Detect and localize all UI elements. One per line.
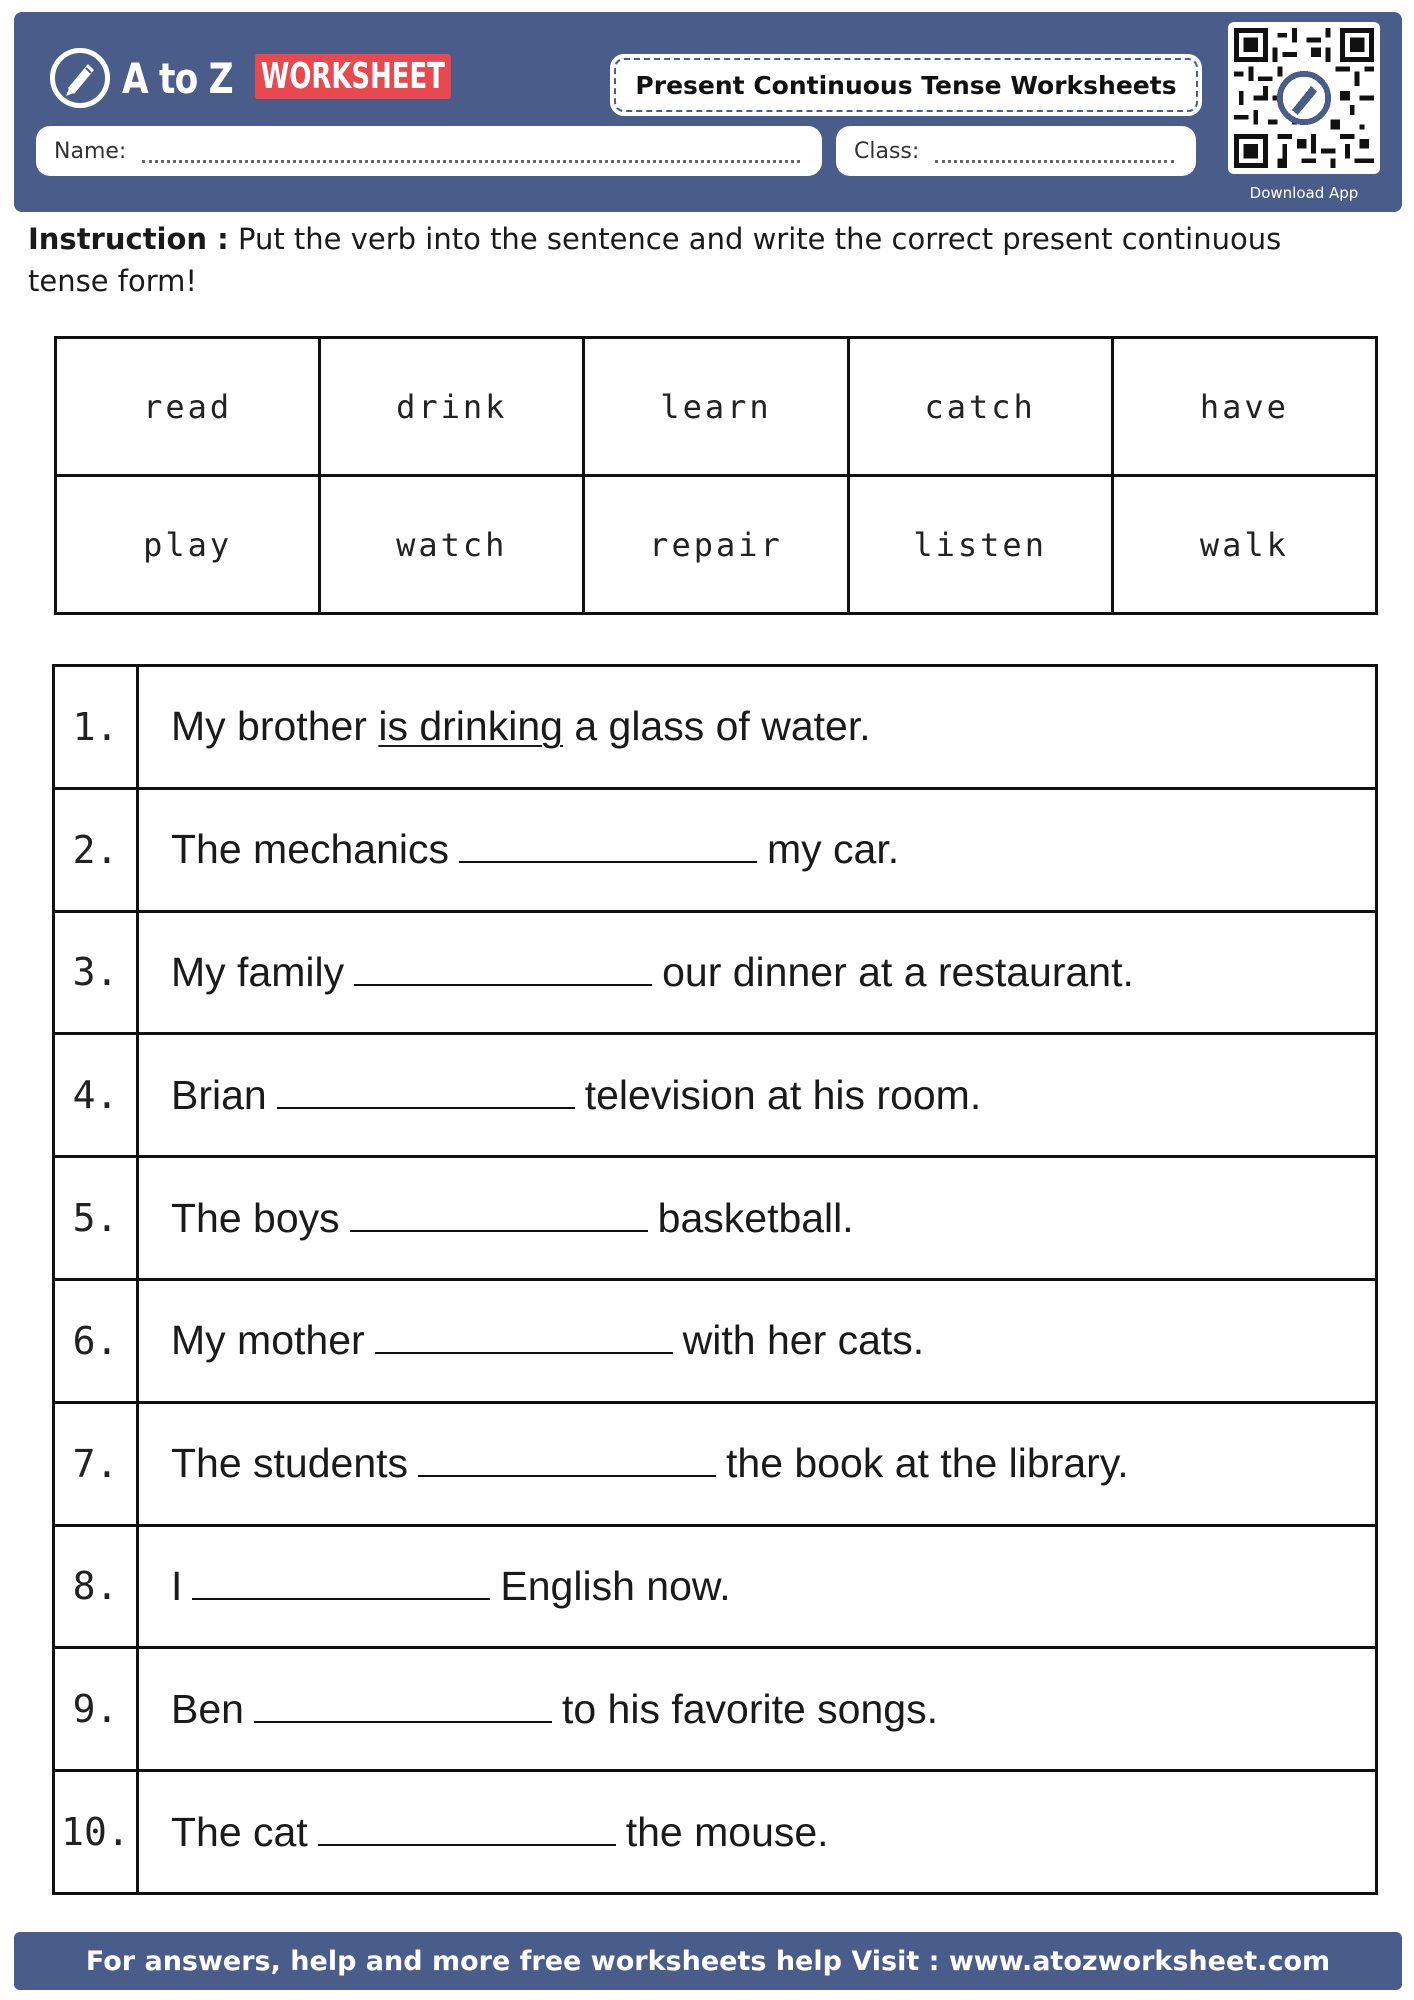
exercise-sentence — [138, 1279, 1377, 1402]
exercise-sentence — [138, 788, 1377, 911]
sentence-before: The boys — [171, 1194, 340, 1241]
instruction — [28, 218, 1368, 302]
exercise-row — [54, 1279, 1377, 1402]
sentence-after: the book at the library. — [726, 1440, 1129, 1487]
sentence-before: I — [171, 1562, 183, 1609]
exercise-number: 3. — [54, 911, 138, 1034]
exercise-sentence — [138, 1771, 1377, 1894]
word-bank-cell: learn — [584, 338, 848, 476]
exercise-sentence — [138, 1157, 1377, 1280]
sentence-after: to his favorite songs. — [561, 1685, 938, 1732]
word-bank-row — [56, 338, 1377, 476]
word-bank-cell: have — [1112, 338, 1376, 476]
exercise-number: 10. — [54, 1771, 138, 1894]
word-bank-row — [56, 476, 1377, 614]
word-bank-cell: walk — [1112, 476, 1376, 614]
class-field[interactable] — [836, 126, 1196, 176]
exercise-row — [54, 1771, 1377, 1894]
exercise-row — [54, 1525, 1377, 1648]
word-bank-cell: drink — [320, 338, 584, 476]
answer-blank[interactable] — [192, 1566, 490, 1600]
sentence-after: my car. — [767, 826, 900, 873]
sentence-after: television at his room. — [584, 1071, 982, 1118]
word-bank-cell: play — [56, 476, 320, 614]
qr-code[interactable] — [1228, 22, 1380, 174]
logo-text: A to Z — [122, 53, 233, 103]
class-label: Class: — [854, 138, 920, 164]
exercise-table — [52, 664, 1378, 1895]
exercise-row — [54, 1402, 1377, 1525]
sentence-after: English now. — [500, 1562, 731, 1609]
sentence-after: the mouse. — [625, 1808, 829, 1855]
answer-blank[interactable] — [375, 1320, 673, 1354]
sentence-before: Ben — [171, 1685, 244, 1732]
exercise-number: 5. — [54, 1157, 138, 1280]
instruction-label: Instruction : — [28, 222, 229, 256]
answer-blank[interactable] — [459, 829, 757, 863]
logo-worksheet-badge: WORKSHEET — [255, 54, 451, 99]
exercise-row — [54, 788, 1377, 911]
exercise-sentence — [138, 1034, 1377, 1157]
exercise-number: 7. — [54, 1402, 138, 1525]
exercise-sentence — [138, 911, 1377, 1034]
atoz-logo[interactable] — [50, 46, 445, 110]
class-dotted-line[interactable] — [935, 151, 1174, 163]
answer-blank[interactable] — [254, 1689, 552, 1723]
word-bank-cell: read — [56, 338, 320, 476]
exercise-row — [54, 666, 1377, 789]
exercise-sentence — [138, 1402, 1377, 1525]
name-dotted-line[interactable] — [142, 151, 800, 163]
answer-blank[interactable] — [418, 1443, 716, 1477]
answer-blank[interactable] — [318, 1812, 616, 1846]
word-bank-cell: listen — [848, 476, 1112, 614]
exercise-sentence — [138, 1525, 1377, 1648]
name-field[interactable] — [36, 126, 822, 176]
sentence-before: The students — [171, 1440, 409, 1487]
exercise-row — [54, 911, 1377, 1034]
exercise-number: 1. — [54, 666, 138, 789]
sentence-before: The cat — [171, 1808, 308, 1855]
exercise-sentence — [138, 1648, 1377, 1771]
word-bank-cell: catch — [848, 338, 1112, 476]
sentence-after: a glass of water. — [562, 703, 871, 750]
exercise-number: 2. — [54, 788, 138, 911]
sentence-before: My brother — [171, 703, 379, 750]
exercise-row — [54, 1648, 1377, 1771]
qr-code-icon — [1234, 28, 1374, 168]
footer-banner[interactable]: For answers, help and more free worksheets help Visit : www.atozworksheet.com — [14, 1932, 1402, 1990]
sentence-after: basketball. — [657, 1194, 854, 1241]
sentence-before: My mother — [171, 1317, 365, 1364]
pen-circle-icon — [50, 48, 110, 108]
sentence-after: with her cats. — [682, 1317, 925, 1364]
answer-blank[interactable] — [350, 1198, 648, 1232]
word-bank-cell: watch — [320, 476, 584, 614]
download-app-label[interactable]: Download App — [1249, 184, 1359, 202]
name-label: Name: — [54, 138, 127, 164]
example-answer: is drinking — [378, 703, 563, 750]
instruction-text: Put the verb into the sentence and write the correct present continuous tense form! — [28, 222, 1282, 298]
exercise-number: 9. — [54, 1648, 138, 1771]
sentence-after: our dinner at a restaurant. — [662, 948, 1134, 995]
exercise-row — [54, 1157, 1377, 1280]
answer-blank[interactable] — [277, 1075, 575, 1109]
word-bank — [54, 336, 1378, 615]
worksheet-title: Present Continuous Tense Worksheets — [614, 58, 1198, 112]
exercise-sentence — [138, 666, 1377, 789]
exercise-row — [54, 1034, 1377, 1157]
sentence-before: My family — [171, 948, 345, 995]
exercise-number: 8. — [54, 1525, 138, 1648]
sentence-before: The mechanics — [171, 826, 450, 873]
worksheet-header — [14, 12, 1402, 212]
word-bank-cell: repair — [584, 476, 848, 614]
answer-blank[interactable] — [354, 952, 652, 986]
exercise-number: 4. — [54, 1034, 138, 1157]
sentence-before: Brian — [171, 1071, 267, 1118]
exercise-number: 6. — [54, 1279, 138, 1402]
